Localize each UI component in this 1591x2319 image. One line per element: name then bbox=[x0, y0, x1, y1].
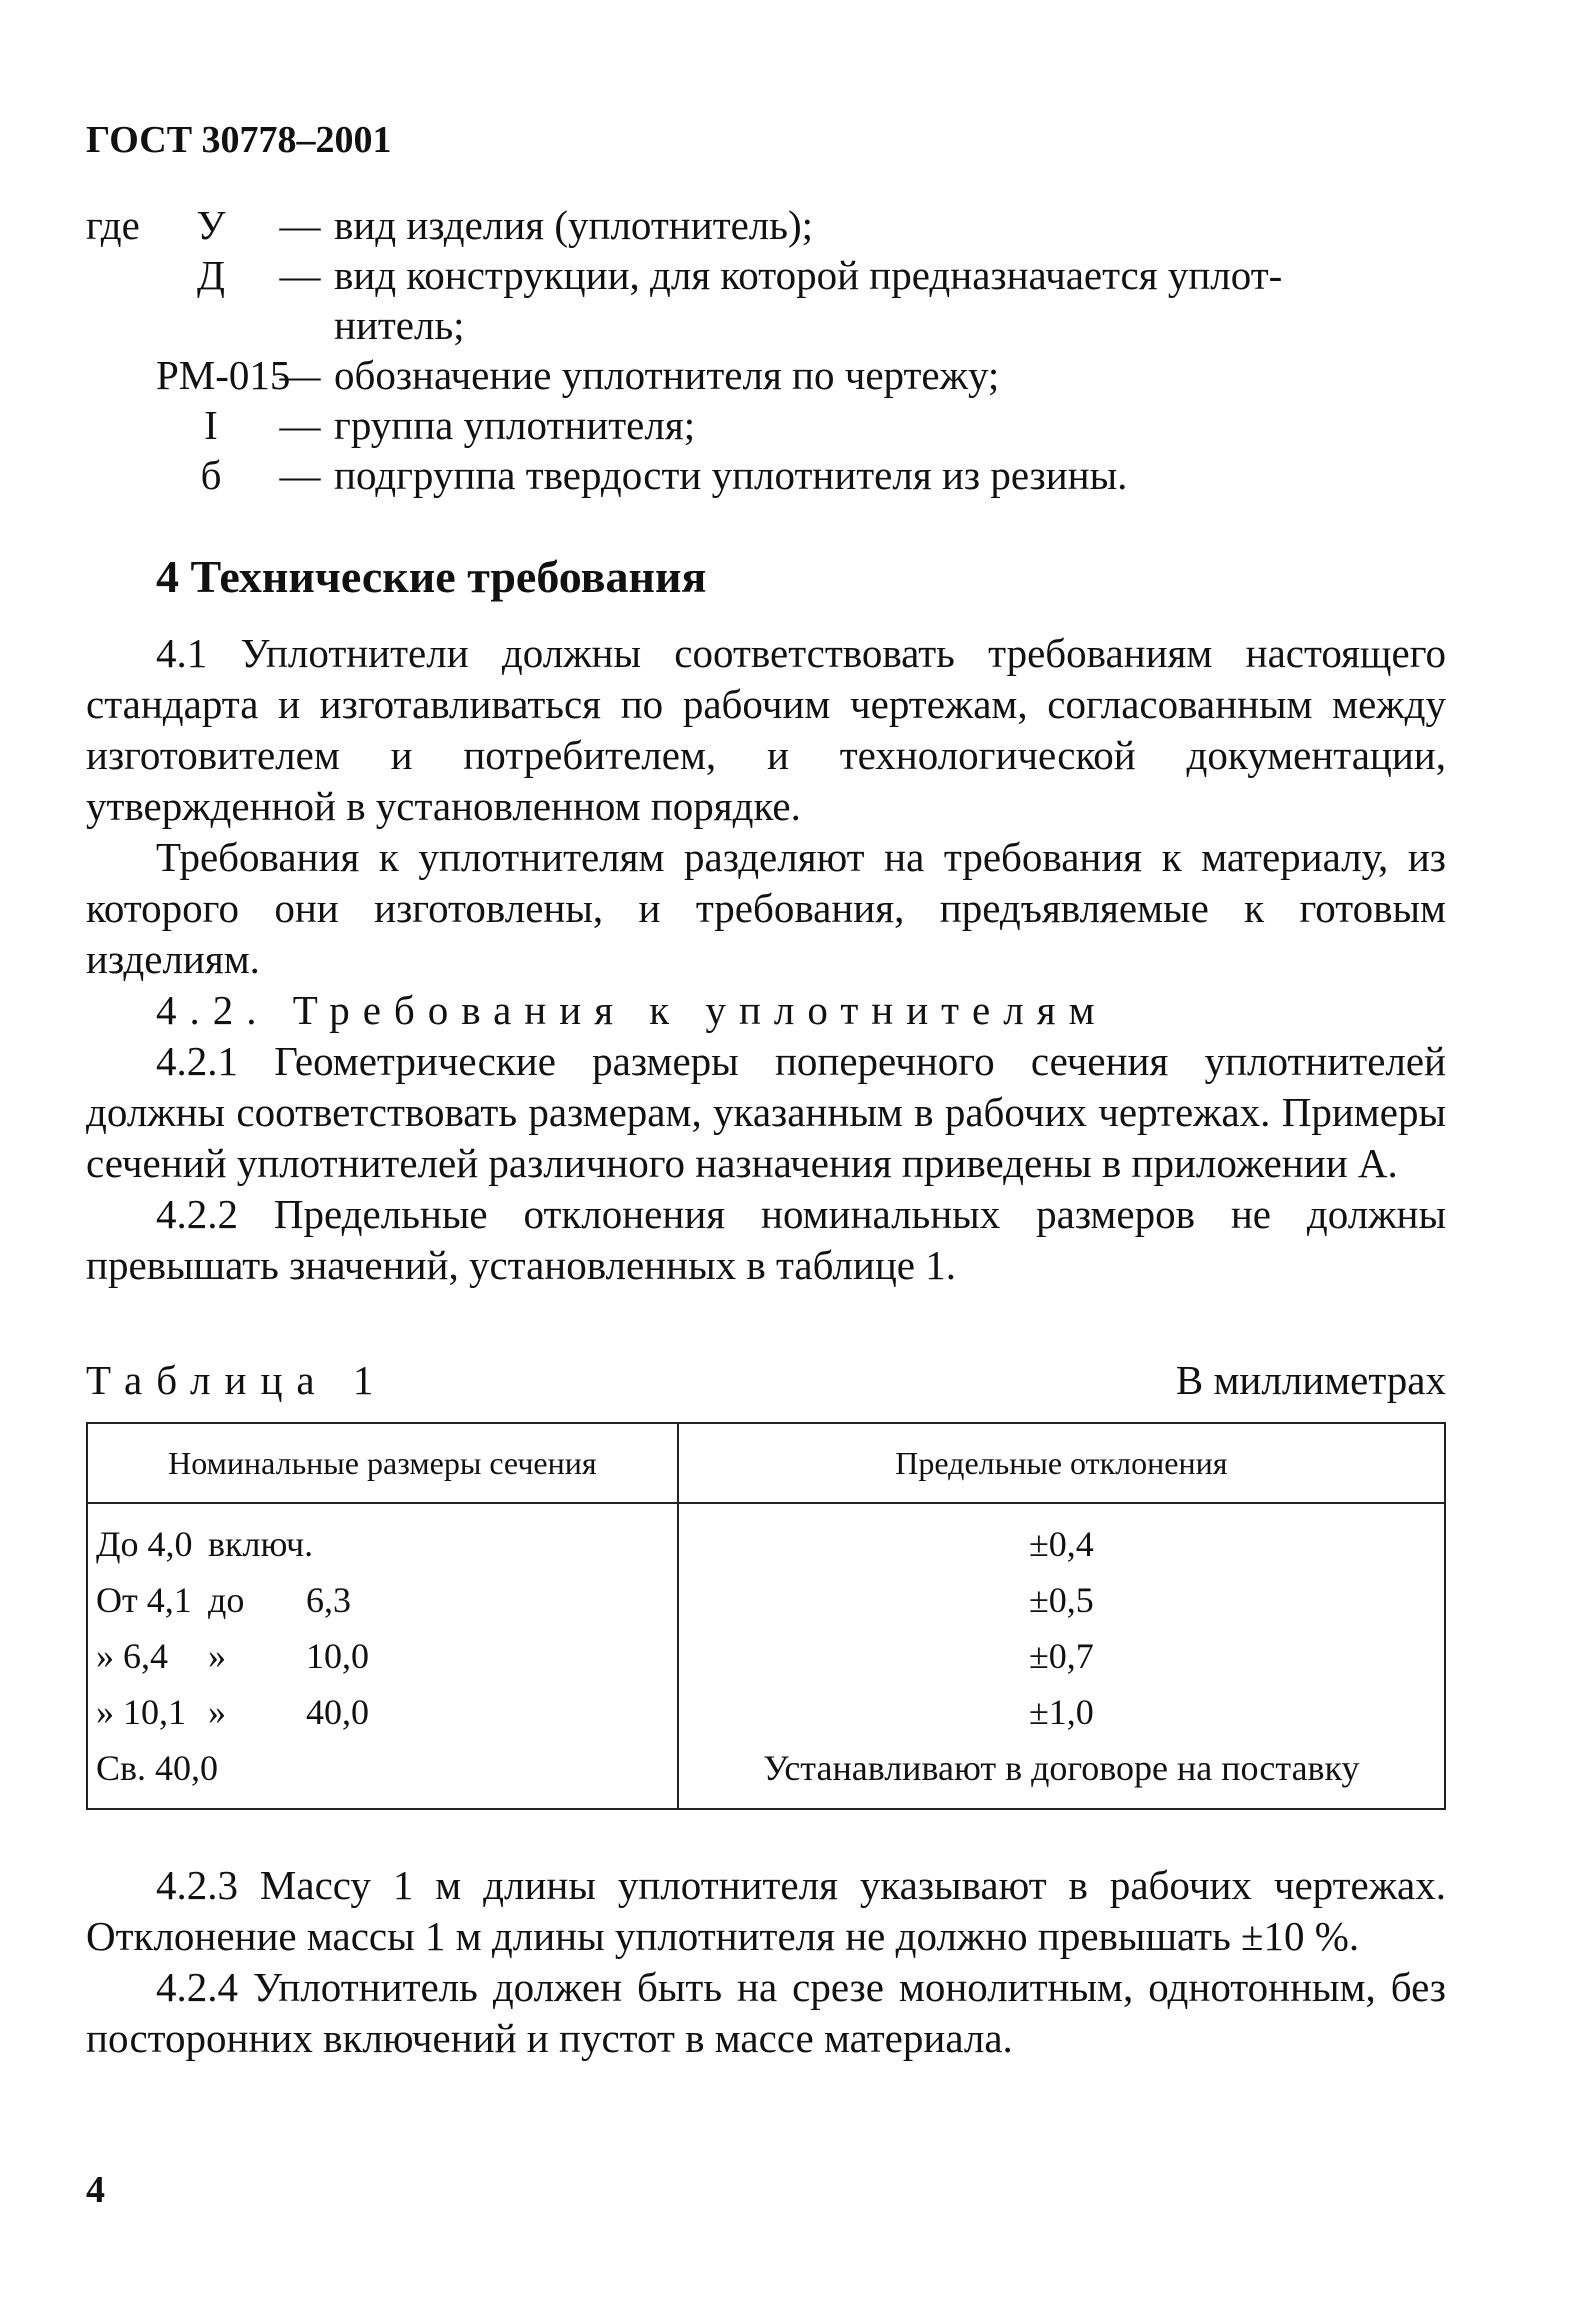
requirements-text bbox=[86, 628, 1446, 1291]
table-row bbox=[88, 1572, 677, 1628]
legend-symbol: У bbox=[196, 202, 226, 248]
table-units: В миллиметрах bbox=[1175, 1357, 1446, 1403]
table-row bbox=[88, 1684, 677, 1740]
table-cell: » bbox=[208, 1692, 226, 1732]
table-row bbox=[88, 1516, 677, 1572]
page-number: 4 bbox=[86, 2169, 105, 2211]
table-cell: » 6,4 bbox=[96, 1636, 168, 1676]
legend-symbol: б bbox=[200, 452, 222, 498]
table-cell: До 4,0 bbox=[96, 1524, 193, 1564]
legend-description: группа уплотнителя; bbox=[334, 402, 696, 448]
table-title: Таблица 1 bbox=[86, 1357, 388, 1403]
legend-symbol: РМ-015 bbox=[156, 352, 291, 398]
table-cell: » 10,1 bbox=[96, 1692, 186, 1732]
table-cell: ±1,0 bbox=[1028, 1692, 1094, 1732]
legend-where-word: где bbox=[86, 202, 140, 248]
paragraph-4-2-4: 4.2.4 Уплотнитель должен быть на срезе монолитным, однотонным, без посторонних включений и пустот в массе материала. bbox=[86, 1964, 1446, 2061]
requirements-text-after-table bbox=[86, 1860, 1446, 2064]
legend-row bbox=[86, 400, 1466, 450]
nominal-sizes-column bbox=[87, 1503, 678, 1809]
table-cell: до bbox=[208, 1580, 245, 1620]
tolerance-column bbox=[678, 1503, 1445, 1809]
table-cell: ±0,7 bbox=[1028, 1636, 1094, 1676]
document-header: ГОСТ 30778–2001 bbox=[86, 119, 392, 161]
table-cell: включ. bbox=[208, 1524, 314, 1564]
legend-dash: — bbox=[279, 452, 321, 498]
legend-row bbox=[86, 200, 1466, 250]
table-cell: ±0,5 bbox=[1028, 1580, 1094, 1620]
legend-description: обозначение уплотнителя по чертежу; bbox=[334, 352, 1000, 398]
table-caption bbox=[86, 1356, 1446, 1404]
legend-dash: — bbox=[279, 202, 321, 248]
table-cell: » bbox=[208, 1636, 226, 1676]
legend-symbol: I bbox=[204, 402, 218, 448]
legend-row bbox=[86, 450, 1466, 500]
legend-row bbox=[86, 350, 1466, 400]
legend-dash: — bbox=[279, 402, 321, 448]
table-cell: ±0,4 bbox=[1028, 1524, 1094, 1564]
legend-description: вид изделия (уплотнитель); bbox=[334, 202, 814, 248]
table-cell bbox=[306, 1516, 416, 1572]
legend-description: нитель; bbox=[334, 302, 465, 348]
table-header-tolerance: Предельные отклонения bbox=[678, 1423, 1445, 1503]
legend-dash: — bbox=[279, 352, 321, 398]
table-header-nominal: Номинальные размеры сечения bbox=[87, 1423, 678, 1503]
tolerance-table bbox=[86, 1422, 1446, 1810]
subsection-heading-4-2: 4.2. Требования к уплотнителям bbox=[156, 987, 1108, 1033]
table-row bbox=[88, 1740, 677, 1796]
legend-description: подгруппа твердости уплотнителя из резины. bbox=[334, 452, 1128, 498]
paragraph-4-2-3: 4.2.3 Массу 1 м длины уплотнителя указывают в рабочих чертежах. Отклонение массы 1 м длины уплотнителя не должно превышать ±10 %. bbox=[86, 1862, 1446, 1959]
legend-dash: — bbox=[279, 252, 321, 298]
legend-symbol: Д bbox=[197, 252, 225, 298]
paragraph-4-1-continued: Требования к уплотнителям разделяют на требования к материалу, из которого они изготовлены, и требования, предъявляемые к готовым изделиям. bbox=[86, 834, 1446, 982]
table-cell: Устанавливают в договоре на поставку bbox=[763, 1748, 1360, 1788]
table-cell: 6,3 bbox=[306, 1580, 351, 1620]
paragraph-4-1: 4.1 Уплотнители должны соответствовать требованиям настоящего стандарта и изготавливаться по рабочим чертежам, согласованным между изготовителем и потребителем, и технологической документации, утвержденной в установленном порядке. bbox=[86, 630, 1446, 829]
table-header-row bbox=[87, 1423, 1445, 1503]
paragraph-4-2-2: 4.2.2 Предельные отклонения номинальных размеров не должны превышать значений, установленных в таблице 1. bbox=[86, 1191, 1446, 1288]
section-heading: 4 Технические требования bbox=[156, 551, 707, 602]
legend-row bbox=[86, 300, 1466, 350]
table-cell: Св. 40,0 bbox=[96, 1748, 219, 1788]
table-cell: 10,0 bbox=[306, 1636, 369, 1676]
table-row bbox=[88, 1628, 677, 1684]
table-cell: 40,0 bbox=[306, 1692, 369, 1732]
paragraph-4-2-1: 4.2.1 Геометрические размеры поперечного сечения уплотнителей должны соответствовать размерам, указанным в рабочих чертежах. Примеры сечений уплотнителей различного назначения приведены в приложении А. bbox=[86, 1038, 1446, 1186]
legend-row bbox=[86, 250, 1466, 300]
legend-description: вид конструкции, для которой предназначается уплот- bbox=[334, 252, 1283, 298]
table-body-row bbox=[87, 1503, 1445, 1809]
table-cell: От 4,1 bbox=[96, 1580, 192, 1620]
designation-legend bbox=[86, 200, 1466, 500]
